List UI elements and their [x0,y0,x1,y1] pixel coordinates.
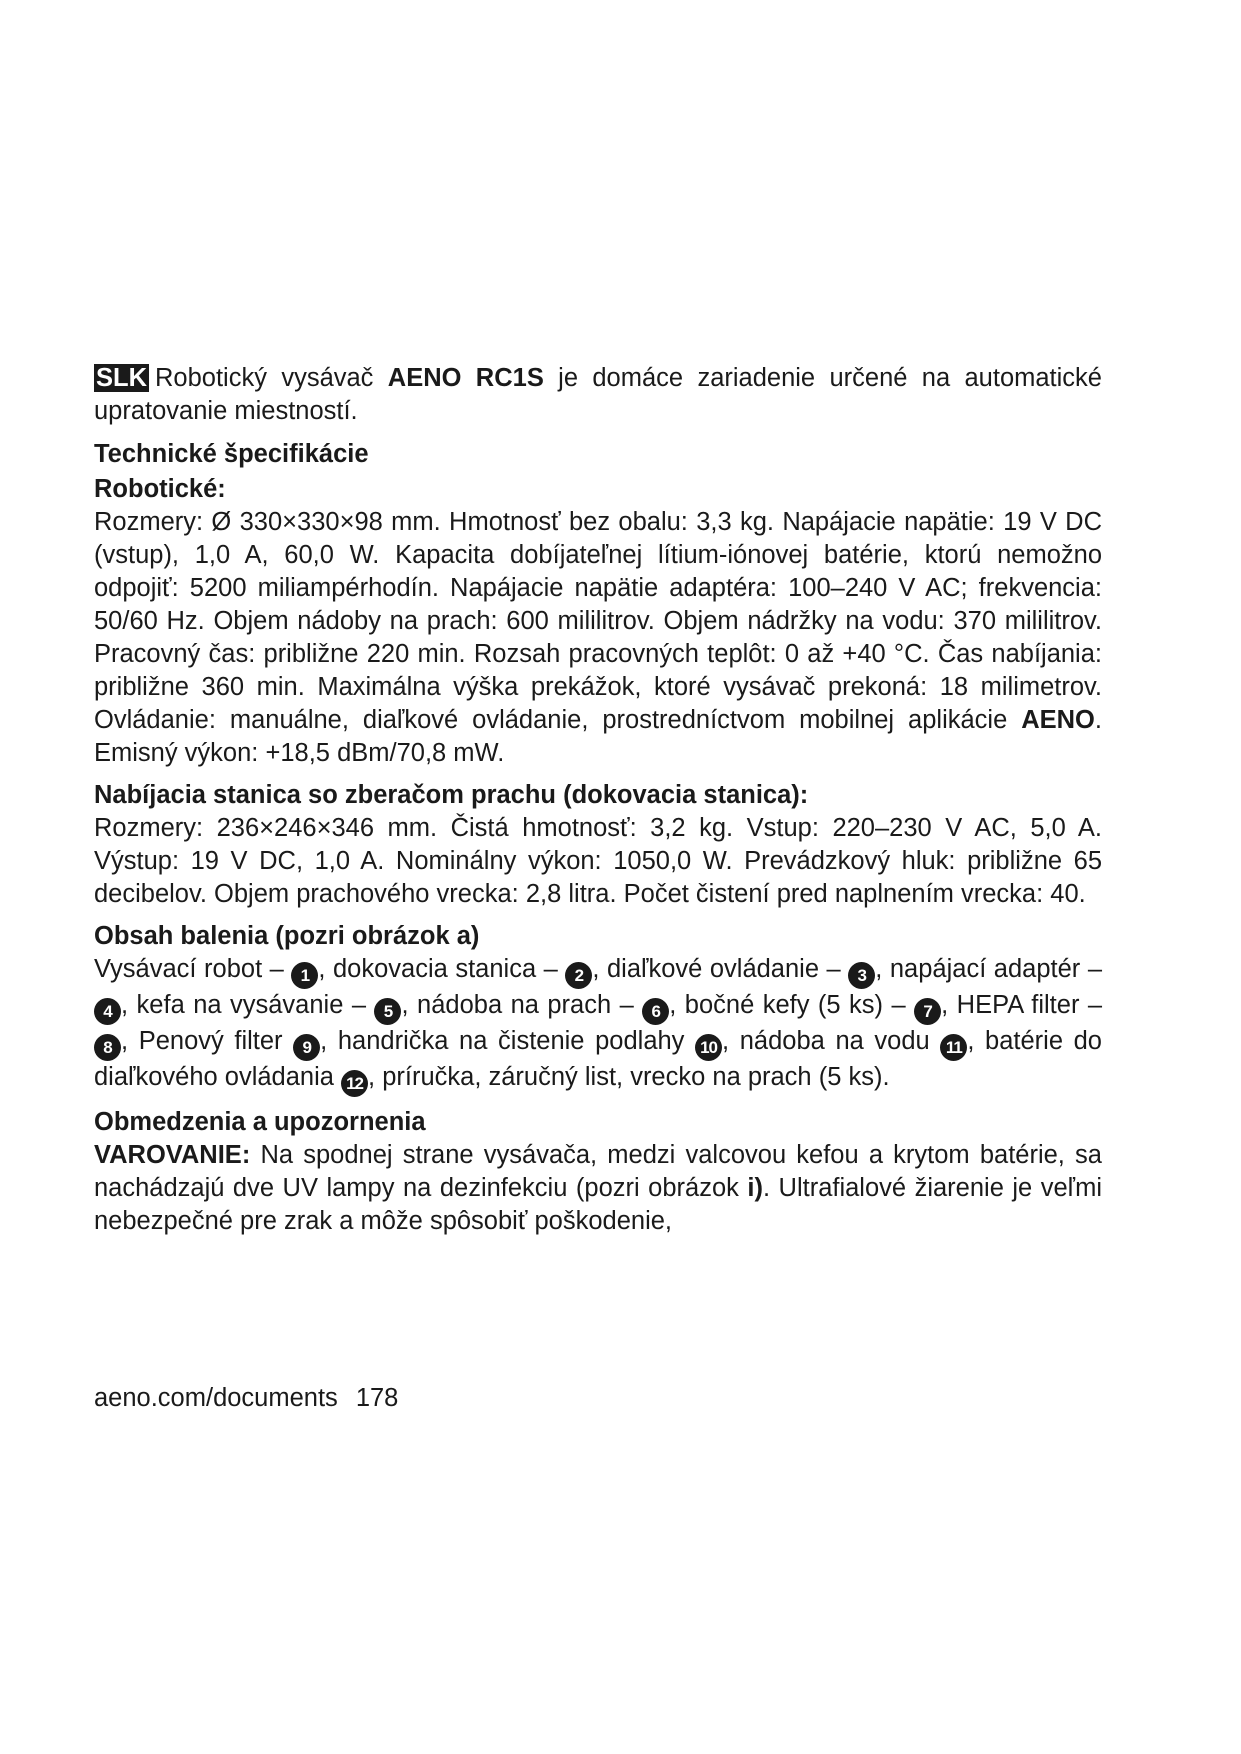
item-number-badge: 8 [94,1034,121,1061]
package-section [94,920,1102,1097]
item-number-badge: 2 [565,962,592,989]
package-item-label: Penový filter [138,1027,294,1055]
package-item-separator: , [722,1027,740,1055]
warning-text-after: . Ultrafialové žiarenie je veľmi nebezpečné pre zrak a môže spôsobiť poškodenie, [94,1174,1102,1235]
package-item-separator: , [121,1027,139,1055]
item-number-badge: 4 [94,998,121,1025]
limitations-section [94,1106,1102,1238]
app-name: AENO [1021,706,1095,734]
robot-specs-section [94,473,1102,770]
item-number-badge: 7 [914,998,941,1025]
item-number-badge: 11 [940,1034,967,1061]
package-item-label: batérie do diaľkového ovládania [94,1027,1102,1091]
tech-specs-heading: Technické špecifikácie [94,440,369,468]
package-item-separator: , [401,991,418,1019]
item-number-badge: 9 [293,1034,320,1061]
package-item-label: Vysávací robot – [94,955,292,983]
station-specs-section [94,779,1102,911]
warning-paragraph [94,1139,1102,1238]
package-tail: príručka, záručný list, vrecko na prach (5 ks). [382,1063,890,1091]
package-item-separator: , [941,991,957,1019]
station-heading: Nabíjacia stanica so zberačom prachu (dokovacia stanica): [94,781,809,809]
package-item-label: nádoba na vodu [739,1027,941,1055]
document-page [94,362,1102,1247]
package-item-label: dokovacia stanica – [333,955,566,983]
item-number-badge: 3 [848,962,875,989]
package-heading: Obsah balenia (pozri obrázok a) [94,922,480,950]
footer-url: aeno.com/documents [94,1384,338,1412]
robot-heading: Robotické: [94,475,226,503]
package-item-label: kefa na vysávanie – [136,991,375,1019]
package-item-separator: , [967,1027,986,1055]
robot-text-after: . Emisný výkon: +18,5 dBm/70,8 mW. [94,706,1102,767]
package-item-separator: , [669,991,685,1019]
warning-text-before: Na spodnej strane vysávača, medzi valcovou kefou a krytom batérie, sa nachádzajú dve UV lampy na dezinfekciu (pozri obrázok [94,1141,1102,1202]
robot-specs-text [94,506,1102,770]
package-item-separator: , [121,991,137,1019]
language-badge: SLK [96,364,147,392]
intro-text-after: je domáce zariadenie určené na automatické upratovanie miestností. [94,364,1102,425]
page-footer [94,1384,398,1413]
package-item-label: HEPA filter – [956,991,1103,1019]
package-item-separator: , [875,955,890,983]
package-item-label: napájací adaptér – [889,955,1103,983]
package-item-separator: , [368,1063,383,1091]
station-specs-text: Rozmery: 236×246×346 mm. Čistá hmotnosť: 3,2 kg. Vstup: 220–230 V AC, 5,0 A. Výstup: 19 V DC, 1,0 A. Nominálny výkon: 1050,0 W. Prevádzkový hluk: približne 65 decibelov. Objem prachového vrecka: 2,8 litra. Počet čistení pred naplnením vrecka: 40. [94,814,1102,908]
warning-label: VAROVANIE: [94,1141,251,1169]
package-item-label: diaľkové ovládanie – [607,955,849,983]
item-number-badge: 10 [695,1034,722,1061]
product-name: AENO RC1S [387,364,544,392]
package-item-separator: , [592,955,607,983]
item-number-badge: 12 [341,1070,368,1097]
item-number-badge: 5 [374,998,401,1025]
package-item-separator: , [318,955,333,983]
package-item-separator: , [320,1027,338,1055]
item-number-badge: 6 [642,998,669,1025]
intro-paragraph [94,362,1102,428]
robot-text-before: Rozmery: Ø 330×330×98 mm. Hmotnosť bez obalu: 3,3 kg. Napájacie napätie: 19 V DC (vstup), 1,0 A, 60,0 W. Kapacita dobíjateľnej lítium-iónovej batérie, ktorú nemožno odpojiť: 5200 miliampérhodín. Napájacie napätie adaptéra: 100–240 V AC; frekvencia: 50/60 Hz. Objem nádoby na prach: 600 mililitrov. Objem nádržky na vodu: 370 mililitrov. Pracovný čas: približne 220 min. Rozsah pracovných teplôt: 0 až +40 °C. Čas nabíjania: približne 360 min. Maximálna výška prekážok, ktoré vysávač prekoná: 18 milimetrov. Ovládanie: manuálne, diaľkové ovládanie, prostredníctvom mobilnej aplikácie [94,508,1102,734]
package-item-label: nádoba na prach – [417,991,643,1019]
intro-text-before: Robotický vysávač [155,364,388,392]
limitations-heading: Obmedzenia a upozornenia [94,1108,426,1136]
page-number: 178 [355,1384,399,1412]
item-number-badge: 1 [291,962,318,989]
package-contents-text [94,953,1102,1097]
figure-reference: i) [747,1174,763,1202]
package-item-label: handrička na čistenie podlahy [337,1027,696,1055]
package-item-label: bočné kefy (5 ks) – [684,991,915,1019]
